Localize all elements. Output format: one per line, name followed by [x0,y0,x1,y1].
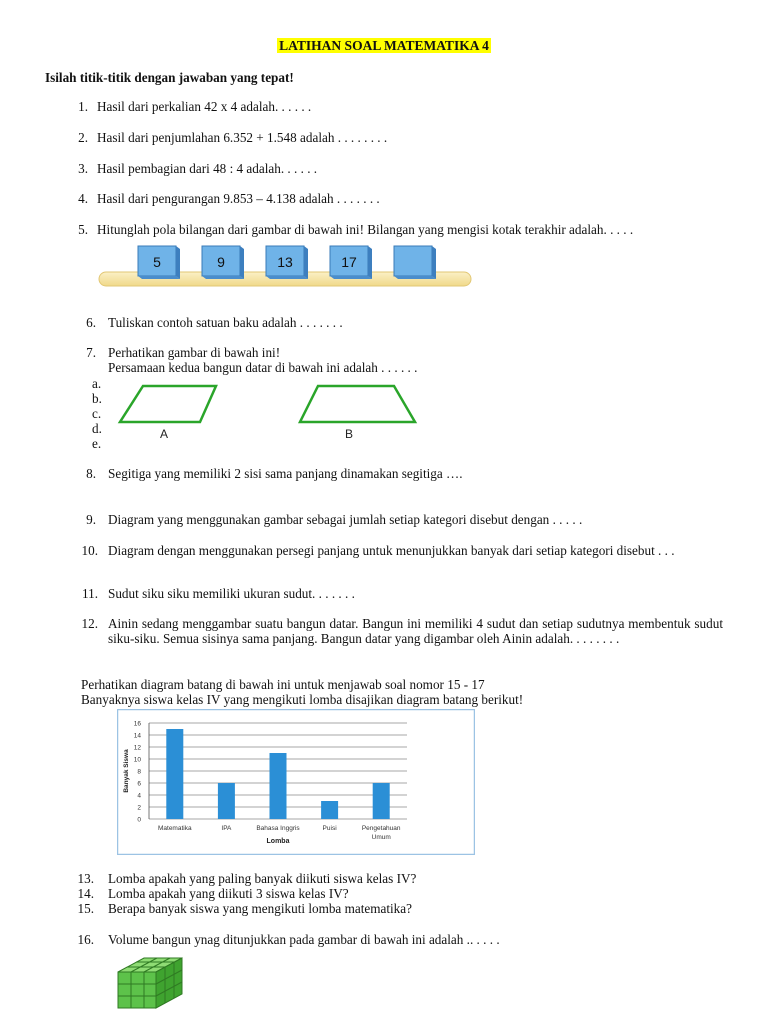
option-c[interactable]: c. [92,406,102,421]
bar-ipa [218,783,235,819]
y-tick-label: 6 [137,780,141,788]
x-tick-label: Puisi [322,825,337,832]
x-tick-label: Pengetahuan [361,825,401,832]
option-d[interactable]: d. [92,421,102,436]
option-b[interactable]: b. [92,391,102,406]
trapezoid-shape [300,386,415,422]
pattern-value-2: 9 [217,254,225,270]
bar-bahasa-inggris [270,753,287,819]
chart-intro-line-1: Perhatikan diagram batang di bawah ini untuk menjawab soal nomor 15 - 17 [81,677,485,692]
parallelogram-shape [120,386,216,422]
shape-label-a: A [160,427,169,441]
x-tick-label: Bahasa Inggris [256,825,300,832]
y-axis-title: Banyak Siswa [123,749,130,793]
y-tick-label: 4 [137,792,141,800]
y-tick-label: 14 [133,732,141,740]
y-tick-label: 8 [137,768,141,776]
number-pattern-figure [95,240,480,292]
bar-puisi [321,801,338,819]
page-title: LATIHAN SOAL MATEMATIKA 4 [279,38,489,53]
instruction: Isilah titik-titik dengan jawaban yang tepat! [45,70,294,85]
x-axis-title: Lomba [266,838,290,845]
y-tick-label: 12 [133,744,141,752]
option-e[interactable]: e. [92,436,102,451]
pattern-value-3: 13 [277,254,293,270]
chart-intro-line-2: Banyaknya siswa kelas IV yang mengikuti lomba disajikan diagram batang berikut! [81,692,524,707]
option-a[interactable]: a. [92,376,102,391]
bar-chart [117,709,475,855]
y-tick-label: 2 [137,804,141,812]
pattern-value-1: 5 [153,254,161,270]
pattern-value-4: 17 [341,254,357,270]
pattern-box-5 [394,246,436,279]
y-tick-label: 10 [133,756,141,764]
shapes-figure [110,380,430,444]
x-tick-label: Matematika [157,825,192,832]
cube-block-figure [112,954,188,1012]
shape-label-b: B [345,427,354,441]
x-tick-label: IPA [221,825,232,832]
bar-pengetahuan-umum [373,783,390,819]
bar-matematika [166,729,183,819]
x-tick-label: Umum [371,834,391,841]
y-tick-label: 0 [137,816,141,824]
y-tick-label: 16 [133,720,141,728]
